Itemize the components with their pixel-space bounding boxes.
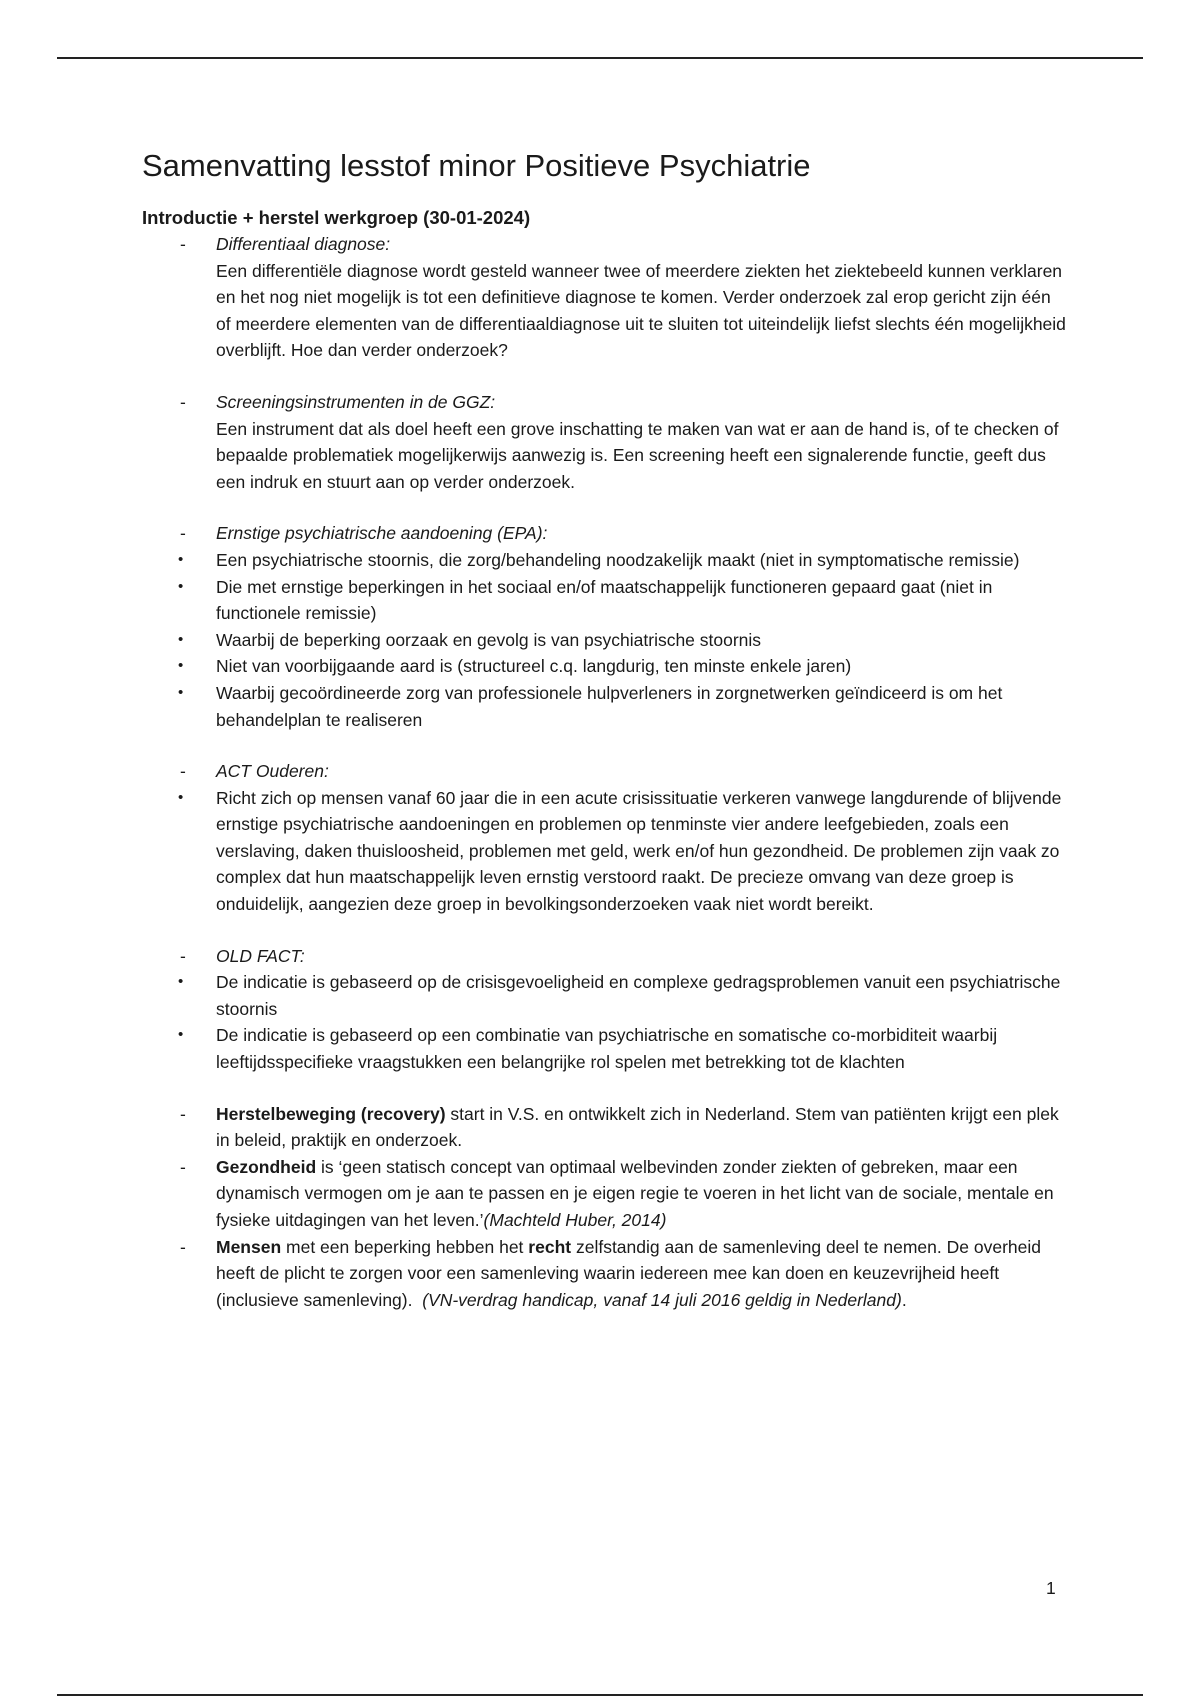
item-body: start in V.S. en ontwikkelt zich in Nederland. Stem van patiënten krijgt een plek in beleid, praktijk en onderzoek. bbox=[216, 1103, 1059, 1151]
bullet-marker: • bbox=[178, 788, 184, 806]
item-heading: OLD FACT: bbox=[216, 945, 305, 966]
bold-term: Gezondheid bbox=[216, 1156, 317, 1177]
bullet-marker: • bbox=[178, 657, 184, 675]
item-screeningsinstrumenten bbox=[142, 389, 1067, 495]
list-item-text: Die met ernstige beperkingen in het sociaal en/of maatschappelijk functioneren gepaard gaat (niet in functionele remissie) bbox=[216, 576, 993, 624]
list-item bbox=[142, 653, 1067, 680]
list-item bbox=[142, 574, 1067, 627]
item-epa bbox=[142, 520, 1067, 547]
list-item-text: Een psychiatrische stoornis, die zorg/behandeling noodzakelijk maakt (niet in symptomatische remissie) bbox=[216, 549, 1020, 570]
bullet-marker: • bbox=[178, 630, 184, 648]
item-heading: ACT Ouderen: bbox=[216, 761, 329, 782]
epa-bullet-list bbox=[142, 547, 1067, 733]
item-text bbox=[216, 1154, 1067, 1234]
list-item bbox=[142, 680, 1067, 733]
item-heading: Ernstige psychiatrische aandoening (EPA): bbox=[216, 523, 548, 544]
item-text: Een instrument dat als doel heeft een grove inschatting te maken van wat er aan de hand is, of te checken of bepaalde problematiek mogelijkerwijs aanwezig is. Een screening heeft een signalerende functie, geeft dus een indruk en stuurt aan op verder onderzoek. bbox=[216, 418, 1059, 492]
act-bullet-list bbox=[142, 785, 1067, 918]
list-item bbox=[142, 785, 1067, 918]
citation: (VN-verdrag handicap, vanaf 14 juli 2016 geldig in Nederland) bbox=[422, 1289, 902, 1310]
item-herstelbeweging bbox=[142, 1101, 1067, 1154]
list-item bbox=[142, 627, 1067, 654]
dash-marker: - bbox=[180, 1103, 186, 1124]
dash-marker: - bbox=[180, 1236, 186, 1257]
oldfact-bullet-list bbox=[142, 969, 1067, 1075]
item-differentiaal-diagnose bbox=[142, 231, 1067, 364]
bullet-marker: • bbox=[178, 550, 184, 568]
list-item-text: De indicatie is gebaseerd op een combinatie van psychiatrische en somatische co-morbiditeit waarbij leeftijdsspecifieke vraagstukken een belangrijke rol spelen met betrekking tot de klachten bbox=[216, 1025, 998, 1073]
item-end: . bbox=[901, 1289, 907, 1310]
list-item bbox=[142, 547, 1067, 574]
item-body: met een beperking hebben het bbox=[281, 1236, 529, 1257]
page-number: 1 bbox=[1046, 1578, 1056, 1598]
item-text: Een differentiële diagnose wordt gesteld wanneer twee of meerdere ziekten het ziektebeeld kunnen verklaren en het nog niet mogelijk is tot een definitieve diagnose te komen. Verder onderzoek zal erop gericht zijn één of meerdere elementen van de differentiaaldiagnose uit te sluiten tot uiteindelijk liefst slechts één mogelijkheid overblijft. Hoe dan verder onderzoek? bbox=[216, 260, 1066, 361]
item-heading: Differentiaal diagnose: bbox=[216, 234, 391, 254]
item-heading: Screeningsinstrumenten in de GGZ: bbox=[216, 391, 496, 412]
dash-marker: - bbox=[180, 234, 186, 254]
dash-marker: - bbox=[180, 523, 186, 544]
document-page bbox=[142, 146, 1067, 1313]
document-title: Samenvatting lesstof minor Positieve Psychiatrie bbox=[142, 148, 811, 183]
bold-term: recht bbox=[528, 1236, 572, 1257]
header-rule bbox=[57, 57, 1143, 59]
bold-term: Herstelbeweging (recovery) bbox=[216, 1103, 446, 1124]
item-text bbox=[216, 1101, 1067, 1154]
item-body: is ‘geen statisch concept van optimaal welbevinden zonder ziekten of gebreken, maar een dynamisch vermogen om je aan te passen en je eigen regie te voeren in het licht van de sociale, mentale en fysieke uitdagingen van het leven.’ bbox=[216, 1156, 1054, 1230]
section-heading: Introductie + herstel werkgroep (30-01-2024) bbox=[142, 207, 531, 228]
list-item bbox=[142, 969, 1067, 1022]
bullet-marker: • bbox=[178, 973, 184, 991]
item-mensen bbox=[142, 1234, 1067, 1314]
bullet-marker: • bbox=[178, 577, 184, 595]
dash-marker: - bbox=[180, 761, 186, 782]
item-text bbox=[216, 1234, 1067, 1314]
list-item-text: Waarbij de beperking oorzaak en gevolg is van psychiatrische stoornis bbox=[216, 629, 762, 650]
bullet-marker: • bbox=[178, 1026, 184, 1044]
list-item-text: De indicatie is gebaseerd op de crisisgevoeligheid en complexe gedragsproblemen vanuit een psychiatrische stoornis bbox=[216, 972, 1061, 1019]
item-old-fact bbox=[142, 943, 1067, 970]
item-body: zelfstandig aan de samenleving deel te nemen. De overheid heeft de plicht te zorgen voor een samenleving waarin iedereen mee kan doen en keuzevrijheid heeft (inclusieve samenleving). bbox=[216, 1236, 1046, 1310]
footer-rule bbox=[57, 1694, 1143, 1696]
list-item-text: Richt zich op mensen vanaf 60 jaar die in een acute crisissituatie verkeren vanwege langdurende of blijvende ernstige psychiatrische aandoeningen en problemen op tenminste vier andere leefgebieden, zoals een verslaving, daken thuisloosheid, problemen met geld, werk en/of hun gezondheid. De problemen zijn vaak zo complex dat hun maatschappelijk leven ernstig verstoord raakt. De precieze omvang van deze groep is onduidelijk, aangezien deze groep in bevolkingsonderzoeken vaak niet wordt bereikt. bbox=[216, 787, 1062, 915]
dash-marker: - bbox=[180, 945, 186, 966]
item-gezondheid bbox=[142, 1154, 1067, 1234]
citation: (Machteld Huber, 2014) bbox=[483, 1210, 667, 1230]
dash-marker: - bbox=[180, 391, 186, 412]
bullet-marker: • bbox=[178, 683, 184, 701]
list-item-text: Waarbij gecoördineerde zorg van professionele hulpverleners in zorgnetwerken geïndiceerd is om het behandelplan te realiseren bbox=[216, 682, 1003, 730]
item-act-ouderen bbox=[142, 758, 1067, 785]
list-item-text: Niet van voorbijgaande aard is (structureel c.q. langdurig, ten minste enkele jaren) bbox=[216, 656, 852, 677]
bold-term: Mensen bbox=[216, 1236, 282, 1257]
dash-marker: - bbox=[180, 1156, 186, 1177]
list-item bbox=[142, 1022, 1067, 1075]
